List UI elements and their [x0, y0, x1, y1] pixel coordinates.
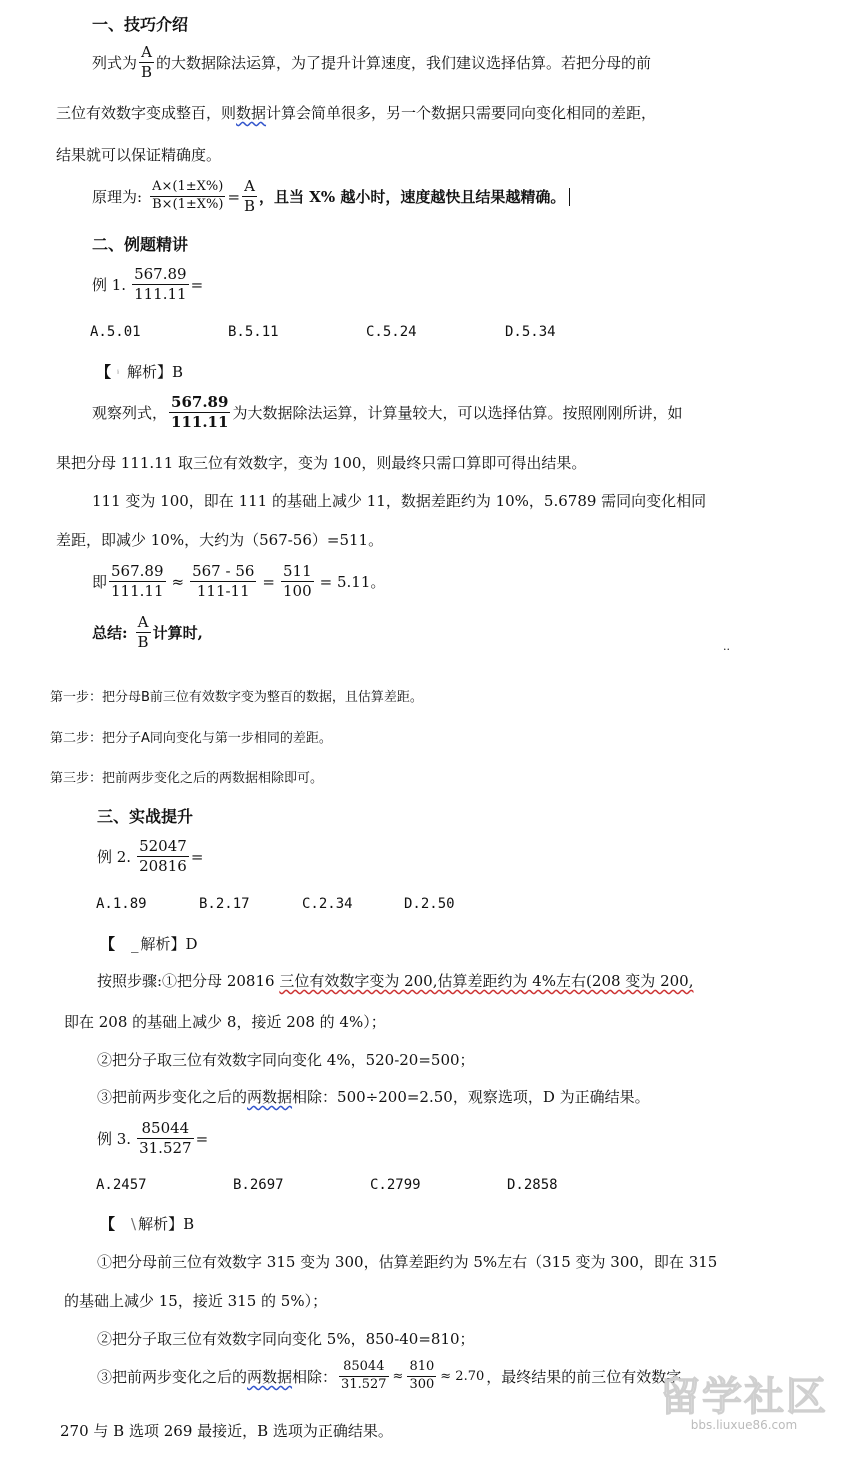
text-cursor [569, 188, 570, 206]
observation-line-1 [92, 394, 682, 432]
approx-result: ≈ 2.70 [440, 1368, 485, 1384]
example-3-option-b: B.2697 [233, 1177, 284, 1193]
example-3-fraction [137, 1120, 194, 1158]
calculation-line-1: 111 变为 100，即在 111 的基础上减少 11，数据差距约为 10%，5.6789 需同向变化相同 [92, 492, 707, 510]
example-3-answer [100, 1213, 194, 1234]
intro-line-2-flagged-word: 数据 [236, 104, 267, 122]
example-3-explanation-line-4 [97, 1360, 681, 1393]
watermark-logo: 留学社区 [660, 1374, 828, 1420]
example-3-explanation-line-2: 的基础上减少 15，接近 315 的 5%）； [64, 1292, 328, 1310]
ji-fraction-2 [190, 563, 256, 601]
answer-text: 解析】B [127, 363, 184, 381]
fraction-denominator: 31.527 [341, 1376, 387, 1392]
explanation-part-c: 相除： [292, 1367, 338, 1386]
calculation-line-2: 差距，即减少 10%，大约为（567-56）=511。 [56, 531, 384, 549]
explanation-tail: ，最终结果的前三位有效数字 [486, 1367, 682, 1386]
example-2-option-d: D.2.50 [404, 896, 455, 912]
explanation-flagged-word: 两数据 [247, 1088, 293, 1106]
example-2-option-c: C.2.34 [302, 896, 353, 912]
summary-fraction [136, 614, 151, 652]
example-3-numerator: 85044 [141, 1119, 190, 1137]
principle-tail: ，且当 X% 越小时，速度越快且结果越精确。 [259, 188, 566, 207]
fraction-numerator: 85044 [343, 1359, 385, 1374]
example-1-option-d: D.5.34 [505, 324, 556, 340]
principle-label: 原理为: [92, 188, 143, 207]
intro-prefix: 列式为 [92, 54, 138, 73]
explanation-part-b: 三位有效数字变为 200,估算差距约为 4%左右(208 变为 200, [279, 972, 694, 990]
fraction-denominator: B [141, 63, 153, 82]
equals-sign: = [190, 847, 204, 866]
ji-fraction-3 [281, 563, 314, 601]
answer-glyph: _ [131, 935, 139, 953]
ji-numerator-2: 567 - 56 [192, 562, 255, 580]
answer-bracket: 【 [96, 363, 112, 381]
equals-sign: = [195, 1129, 209, 1148]
explanation-part-a: ③把前两步变化之后的 [97, 1088, 248, 1106]
summary-line [92, 614, 203, 652]
explanation-part-a: ③把前两步变化之后的 [97, 1367, 248, 1386]
example-3-denominator: 31.527 [139, 1139, 192, 1158]
ji-numerator-3: 511 [283, 562, 312, 580]
principle-denominator: B×(1±X%) [152, 197, 224, 213]
example-3-option-c: C.2799 [370, 1177, 421, 1193]
example-2-explanation-line-4 [97, 1086, 650, 1107]
example-3-explanation-line-5: 270 与 B 选项 269 最接近，B 选项为正确结果。 [60, 1422, 393, 1440]
summary-suffix: 计算时, [152, 624, 203, 643]
principle-fraction [150, 180, 225, 213]
answer-bracket: 【 [100, 1215, 116, 1233]
ji-denominator-2: 111-11 [190, 581, 256, 600]
intro-line-2-part-c: 计算会简单很多，另一个数据只需要同向变化相同的差距， [266, 104, 657, 122]
summary-numerator: A [137, 613, 149, 631]
ji-label: 即 [92, 573, 108, 592]
example-3-explanation-line-3: ②把分子取三位有效数字同向变化 5%，850-40=810； [97, 1330, 475, 1348]
example-3-fraction-2 [407, 1360, 436, 1393]
principle-numerator: A×(1±X%) [152, 179, 224, 195]
intro-line-2-part-a: 三位有效数字变成整百，则 [56, 104, 237, 122]
explanation-part-a: 按照步骤:①把分母 20816 [97, 972, 280, 990]
example-2-explanation-line-1 [97, 970, 693, 991]
approx-sign: ≈ [171, 572, 185, 591]
ji-numerator-1: 567.89 [111, 562, 164, 580]
observation-denominator: 111.11 [171, 413, 229, 432]
paragraph-intro-line-1 [92, 44, 651, 82]
ji-denominator-1: 111.11 [111, 582, 164, 601]
example-3-question [97, 1120, 208, 1158]
example-2-denominator: 20816 [139, 857, 187, 876]
fraction-denominator: 300 [409, 1376, 435, 1392]
section-3-heading: 三、实战提升 [97, 807, 194, 826]
explanation-part-c: 相除：500÷200=2.50，观察选项，D 为正确结果。 [292, 1088, 650, 1106]
approx-sign: ≈ [392, 1368, 404, 1384]
summary-denominator: B [137, 633, 149, 652]
stray-mark: .. [723, 640, 730, 653]
explanation-flagged-word: 两数据 [247, 1367, 293, 1386]
watermark-url: bbs.liuxue86.com [690, 1418, 798, 1432]
paragraph-intro-line-2 [56, 102, 656, 123]
example-1-numerator: 567.89 [134, 265, 187, 283]
principle-formula [92, 178, 570, 216]
answer-text: 解析】B [138, 1215, 195, 1233]
observation-numerator: 567.89 [171, 393, 229, 411]
example-3-explanation-line-1: ①把分母前三位有效数字 315 变为 300，估算差距约为 5%左右（315 变为 300，即在 315 [97, 1253, 718, 1271]
answer-bracket: 【 [100, 935, 116, 953]
answer-glyph: \ [131, 1215, 137, 1233]
example-2-option-a: A.1.89 [96, 896, 147, 912]
fraction-a-over-b [139, 44, 154, 82]
ji-fraction-1 [109, 563, 166, 601]
intro-suffix: 的大数据除法运算，为了提升计算速度，我们建议选择估算。若把分母的前 [156, 54, 652, 73]
equals-sign: = [227, 187, 241, 206]
example-1-denominator: 111.11 [134, 285, 187, 304]
summary-label: 总结: [92, 624, 128, 643]
watermark [660, 1365, 828, 1432]
example-2-fraction [137, 838, 189, 876]
step-2: 第二步：把分子A同向变化与第一步相同的差距。 [50, 731, 332, 746]
step-3: 第三步：把前两步变化之后的两数据相除即可。 [50, 771, 324, 786]
answer-text: 解析】D [140, 935, 198, 953]
example-1-option-c: C.5.24 [366, 324, 417, 340]
principle-result-denominator: B [244, 197, 256, 216]
example-1-question [92, 266, 203, 304]
paragraph-intro-line-3: 结果就可以保证精确度。 [56, 146, 222, 164]
fraction-numerator: 810 [409, 1359, 435, 1374]
fraction-numerator: A [141, 43, 152, 61]
approximation-formula [92, 563, 385, 601]
observation-suffix: 为大数据除法运算，计算量较大，可以选择估算。按照刚刚所讲，如 [232, 404, 683, 423]
observation-prefix: 观察列式， [92, 404, 168, 423]
ji-result: = 5.11。 [319, 573, 386, 592]
example-1-label: 例 1. [92, 276, 127, 295]
step-1: 第一步：把分母B前三位有效数字变为整百的数据，且估算差距。 [50, 690, 423, 705]
ji-denominator-3: 100 [283, 582, 312, 601]
observation-line-2: 果把分母 111.11 取三位有效数字，变为 100，则最终只需口算即可得出结果。 [56, 454, 587, 472]
example-3-option-d: D.2858 [507, 1177, 558, 1193]
example-3-fraction-1 [339, 1360, 389, 1393]
answer-glyph: ⁱ [117, 369, 120, 380]
example-2-explanation-line-3: ②把分子取三位有效数字同向变化 4%，520-20=500； [97, 1051, 475, 1069]
principle-fraction-result [242, 178, 257, 216]
example-1-option-a: A.5.01 [90, 324, 141, 340]
example-2-explanation-line-2: 即在 208 的基础上减少 8，接近 208 的 4%）； [64, 1013, 386, 1031]
example-2-answer [100, 933, 198, 954]
example-1-answer [96, 361, 183, 382]
section-2-heading: 二、例题精讲 [92, 235, 189, 254]
example-2-label: 例 2. [97, 848, 132, 867]
example-3-option-a: A.2457 [96, 1177, 147, 1193]
principle-result-numerator: A [244, 177, 255, 195]
equals-sign: = [190, 275, 204, 294]
example-2-option-b: B.2.17 [199, 896, 250, 912]
observation-fraction [169, 394, 230, 432]
equals-sign: = [262, 572, 275, 591]
example-1-option-b: B.5.11 [228, 324, 279, 340]
example-1-fraction [132, 266, 189, 304]
example-2-question [97, 838, 203, 876]
example-2-numerator: 52047 [139, 837, 187, 855]
example-3-label: 例 3. [97, 1130, 132, 1149]
section-1-heading: 一、技巧介绍 [92, 15, 189, 34]
